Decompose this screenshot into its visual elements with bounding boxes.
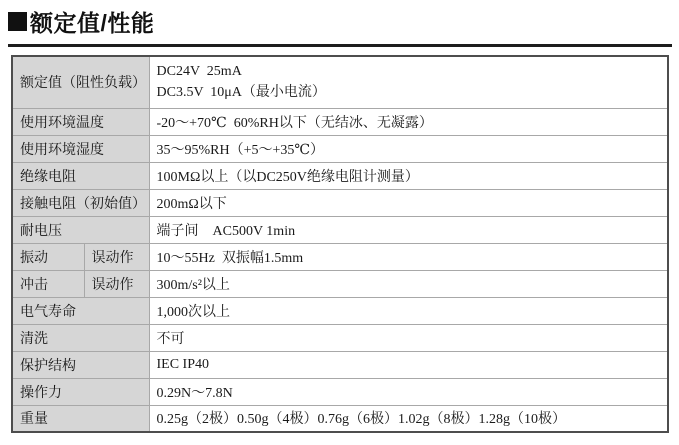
row-label: 绝缘电阻	[12, 162, 149, 189]
row-sublabel: 误动作	[84, 243, 149, 270]
table-row	[12, 189, 668, 216]
title-underline	[8, 44, 672, 47]
table-row	[12, 297, 668, 324]
row-label: 冲击	[12, 270, 84, 297]
page-title-text: 额定值/性能	[30, 10, 155, 36]
table-row	[12, 324, 668, 351]
row-value: -20～+70℃ 60%RH以下（无结冰、无凝露）	[149, 108, 668, 135]
row-label: 耐电压	[12, 216, 149, 243]
row-value: IEC IP40	[149, 351, 668, 378]
row-label: 使用环境温度	[12, 108, 149, 135]
table-row	[12, 108, 668, 135]
table-row	[12, 135, 668, 162]
row-value: 10～55Hz 双振幅1.5mm	[149, 243, 668, 270]
table-row	[12, 243, 668, 270]
section-square-icon	[8, 12, 27, 31]
row-label: 振动	[12, 243, 84, 270]
row-label: 清洗	[12, 324, 149, 351]
row-value-line: DC24V 25mA	[156, 64, 242, 80]
row-value: 100MΩ以上（以DC250V绝缘电阻计测量）	[149, 162, 668, 189]
row-value: 0.29N～7.8N	[149, 378, 668, 405]
spec-table	[11, 55, 669, 433]
row-label: 电气寿命	[12, 297, 149, 324]
row-label: 接触电阻（初始值）	[12, 189, 149, 216]
table-row	[12, 405, 668, 432]
row-value: 35～95%RH（+5～+35℃）	[149, 135, 668, 162]
row-value: 300m/s²以上	[149, 270, 668, 297]
page-title	[8, 5, 679, 38]
table-row	[12, 162, 668, 189]
table-row	[12, 56, 668, 108]
row-value: 0.25g（2极）0.50g（4极）0.76g（6极）1.02g（8极）1.28g（10极）	[149, 405, 668, 432]
row-label: 操作力	[12, 378, 149, 405]
row-value-line: DC3.5V 10μA（最小电流）	[156, 85, 326, 101]
row-value	[149, 56, 668, 108]
row-sublabel: 误动作	[84, 270, 149, 297]
row-label: 重量	[12, 405, 149, 432]
row-label: 使用环境湿度	[12, 135, 149, 162]
row-value: 1,000次以上	[149, 297, 668, 324]
row-label: 额定值（阻性负载）	[12, 56, 149, 108]
row-value: 200mΩ以下	[149, 189, 668, 216]
row-value: 不可	[149, 324, 668, 351]
row-value: 端子间 AC500V 1min	[149, 216, 668, 243]
table-row	[12, 270, 668, 297]
row-label: 保护结构	[12, 351, 149, 378]
table-row	[12, 216, 668, 243]
table-row	[12, 351, 668, 378]
table-row	[12, 378, 668, 405]
